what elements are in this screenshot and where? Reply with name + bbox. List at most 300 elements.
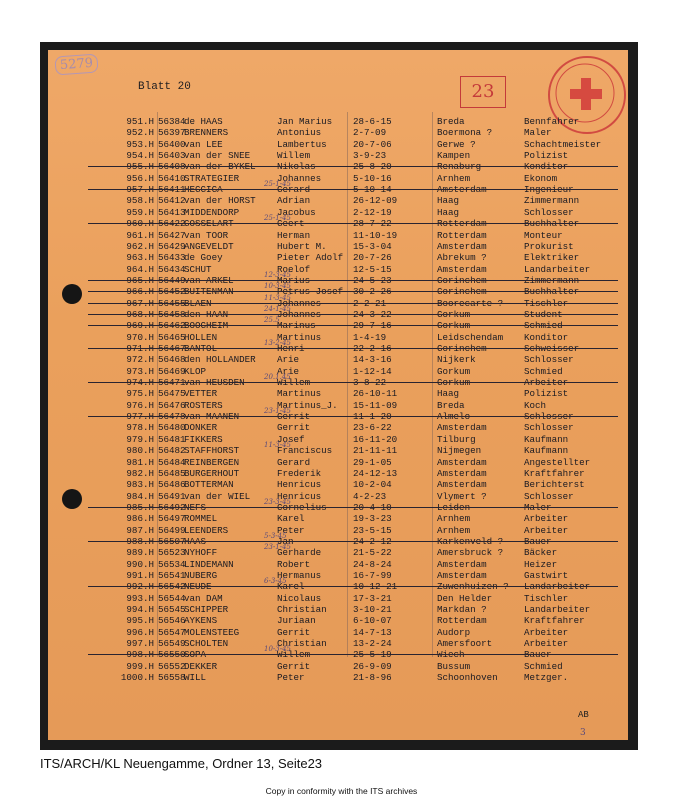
cell-occ: Angestellter (524, 456, 591, 468)
cell-given: Hubert M. (277, 240, 327, 252)
cell-num: 56403 (158, 150, 186, 162)
cell-dob: 15-11-09 (353, 399, 398, 411)
cell-city: Renaburg (437, 161, 482, 173)
cell-given: Pieter Adolf (277, 252, 344, 264)
cell-city: Amsterdam (437, 184, 487, 196)
cell-surname: REINBERGEN (184, 456, 240, 468)
cell-given: Antonius (277, 127, 322, 139)
cell-given: Jan Marius (277, 116, 333, 127)
handwritten-note: 23-3-45 (264, 497, 291, 506)
cell-city: Gorinchem (437, 343, 487, 354)
cell-surname: den HOLLANDER (184, 354, 256, 366)
cell-given: Cornelius (277, 501, 327, 513)
cell-city: Amsterdam (437, 570, 487, 581)
cell-surname: MIDDENDORP (184, 206, 240, 218)
cell-num: 56499 (158, 524, 186, 536)
cell-seq: 983.H (126, 479, 154, 491)
cell-num: 56449 (158, 274, 186, 286)
cell-given: Karel (277, 513, 305, 525)
cell-dob: 30-2-26 (353, 286, 392, 298)
cell-dob: 20-7-06 (353, 138, 392, 150)
cell-num: 56478 (158, 411, 186, 423)
cell-city: Amsterdam (437, 479, 487, 491)
handwritten-note: 23-1-45 (264, 543, 291, 552)
cell-surname: DEKKER (184, 660, 218, 672)
cell-num: 56465 (158, 331, 186, 343)
cell-given: Gerharde (277, 547, 322, 559)
cell-dob: 21-5-22 (353, 547, 392, 559)
cell-surname: HOLLEN (184, 331, 218, 343)
cell-num: 56462 (158, 320, 186, 332)
cell-surname: NYHOFF (184, 547, 218, 559)
cell-num: 56408 (158, 161, 186, 173)
cell-surname: HEGGIGA (184, 184, 223, 196)
cell-dob: 26-9-09 (353, 660, 392, 672)
cell-dob: 28-7-22 (353, 218, 392, 230)
cell-occ: Zimmermann (524, 195, 580, 207)
cell-occ: Heizer (524, 558, 558, 570)
cell-dob: 26-12-09 (353, 195, 398, 207)
cell-occ: Bauer (524, 535, 552, 547)
cell-city: Boorecarte ? (437, 297, 504, 309)
cell-city: Rotterdam (437, 615, 487, 627)
cell-given: Gerrit (277, 422, 311, 434)
cell-num: 56413 (158, 206, 186, 218)
cell-given: Martinus_J. (277, 399, 338, 411)
cell-dob: 17-3-21 (353, 592, 392, 604)
cell-occ: Maler (524, 501, 552, 513)
cell-surname: KLOP (184, 365, 207, 377)
cell-num: 56545 (158, 604, 186, 616)
cell-city: Nijmegen (437, 445, 482, 457)
cell-dob: 24-3-22 (353, 308, 392, 320)
cell-dob: 21-8-96 (353, 672, 392, 684)
cell-occ: Ekonom (524, 172, 558, 184)
cell-seq: 998.H (126, 649, 154, 661)
cell-occ: Kaufmann (524, 445, 569, 457)
cell-dob: 24-8-24 (353, 558, 392, 570)
cell-city: Wiech (437, 649, 465, 661)
corner-mark: 3 (580, 728, 586, 738)
cell-dob: 21-11-11 (353, 445, 398, 457)
cell-city: Amsterdam (437, 422, 487, 434)
cell-dob: 24-2-12 (353, 535, 392, 547)
cell-surname: BLAEN (184, 297, 212, 309)
cell-surname: SOPA (184, 649, 207, 661)
cell-given: Karel (277, 581, 305, 593)
cell-dob: 1-12-14 (353, 365, 392, 377)
cell-dob: 13-2-24 (353, 638, 392, 650)
cell-seq: 992.H (126, 581, 154, 593)
cell-seq: 966.H (126, 286, 154, 298)
cell-num: 56558 (158, 672, 186, 684)
cell-surname: van der SNEE (184, 150, 251, 162)
archive-caption: ITS/ARCH/KL Neuengamme, Ordner 13, Seite23 (40, 756, 323, 771)
cell-given: Martinus (277, 331, 322, 343)
cell-occ: Schmied (524, 660, 563, 672)
cell-given: Johannes (277, 172, 322, 184)
cell-surname: HAAS (184, 535, 207, 547)
handwritten-note: 11-3-45 (264, 293, 291, 302)
cell-num: 56491 (158, 490, 186, 502)
cell-given: Marius (277, 274, 311, 286)
cell-dob: 29-7-16 (353, 320, 392, 332)
cell-dob: 3-9-23 (353, 150, 387, 162)
reference-mark: 5279 (54, 54, 98, 76)
cell-surname: BOOGHEIM (184, 320, 229, 332)
cell-surname: van LEE (184, 138, 223, 150)
cell-city: Karkenveld ? (437, 535, 504, 547)
cell-occ: Bennfahrer (524, 116, 580, 127)
cell-num: 56507 (158, 535, 186, 547)
cell-surname: BANTOL (184, 343, 218, 354)
cell-num: 56550 (158, 649, 186, 661)
cell-dob: 26-10-11 (353, 388, 398, 400)
cell-dob: 16-7-99 (353, 570, 392, 581)
initials: AB (578, 710, 589, 720)
cell-dob: 2-2-21 (353, 297, 387, 309)
cell-seq: 1000.H (120, 672, 154, 684)
cell-occ: Buchhalter (524, 286, 580, 298)
cell-given: Martinus (277, 388, 322, 400)
cell-occ: Schmied (524, 365, 563, 377)
cell-city: Vlymert ? (437, 490, 487, 502)
cell-city: Breda (437, 399, 465, 411)
cell-seq: 999.H (126, 660, 154, 672)
cell-city: Breda (437, 116, 465, 127)
handwritten-note: 24-1-45 (264, 304, 291, 313)
cell-num: 56546 (158, 615, 186, 627)
cell-occ: Schlosser (524, 354, 574, 366)
cell-num: 56482 (158, 445, 186, 457)
cell-occ: Kraftfahrer (524, 615, 585, 627)
cell-seq: 987.H (126, 524, 154, 536)
cell-city: Kampen (437, 150, 471, 162)
cell-surname: NEFS (184, 501, 207, 513)
cell-seq: 956.H (126, 172, 154, 184)
cell-surname: WILL (184, 672, 207, 684)
cell-dob: 15-3-04 (353, 240, 392, 252)
cell-city: Amsterdam (437, 456, 487, 468)
cell-dob: 3-8-22 (353, 377, 387, 389)
cell-surname: van HEUSDEN (184, 377, 245, 389)
cell-given: Geert (277, 218, 305, 230)
cell-seq: 982.H (126, 467, 154, 479)
cell-occ: Schachtmeister (524, 138, 602, 150)
cell-given: Willem (277, 649, 311, 661)
cell-given: Franciscus (277, 445, 333, 457)
cell-given: Arie (277, 365, 300, 377)
cell-seq: 996.H (126, 626, 154, 638)
cross-horizontal (570, 89, 602, 99)
page-number-box: 23 (460, 76, 506, 108)
cell-surname: van TOOR (184, 229, 229, 241)
cell-num: 56434 (158, 263, 186, 275)
cell-dob: 2-7-09 (353, 127, 387, 139)
cell-occ: Arbeiter (524, 513, 569, 525)
cell-num: 56467 (158, 343, 186, 354)
cell-seq: 968.H (126, 308, 154, 320)
cell-city: Abrekum ? (437, 252, 487, 264)
cell-city: Amsterdam (437, 240, 487, 252)
cell-seq: 965.H (126, 274, 154, 286)
cell-city: Haag (437, 206, 460, 218)
cell-num: 56397 (158, 127, 186, 139)
cell-given: Nikolas (277, 161, 316, 173)
cell-occ: Landarbeiter (524, 604, 591, 616)
cell-city: Amsterdam (437, 263, 487, 275)
cell-given: Gerrit (277, 411, 311, 423)
cell-occ: Student (524, 308, 563, 320)
cell-dob: 11-1-20 (353, 411, 392, 423)
cell-city: Schoonhoven (437, 672, 498, 684)
cell-dob: 24-12-13 (353, 467, 398, 479)
cell-seq: 985.H (126, 501, 154, 513)
cell-surname: SCHOLTEN (184, 638, 229, 650)
cell-occ: Bäcker (524, 547, 558, 559)
cell-seq: 978.H (126, 422, 154, 434)
cell-dob: 22-2-16 (353, 343, 392, 354)
cell-occ: Konditor (524, 331, 569, 343)
cell-given: Herman (277, 229, 311, 241)
cell-city: Rotterdam (437, 218, 487, 230)
cell-dob: 10-2-04 (353, 479, 392, 491)
cell-city: Den Helder (437, 592, 493, 604)
cell-occ: Arbeiter (524, 626, 569, 638)
cell-given: Peter (277, 524, 305, 536)
cell-occ: Polizist (524, 150, 569, 162)
cell-num: 56541 (158, 570, 186, 581)
cell-given: Marinus (277, 320, 316, 332)
cell-given: Petrus Josef (277, 286, 344, 298)
cell-surname: DONKER (184, 422, 218, 434)
cell-city: Rotterdam (437, 229, 487, 241)
cell-occ: Kraftfahrer (524, 467, 585, 479)
cell-given: Nicolaus (277, 592, 322, 604)
cell-surname: BRENNERS (184, 127, 229, 139)
cell-occ: Metzger. (524, 672, 569, 684)
cell-num: 56480 (158, 422, 186, 434)
cell-occ: Ingenieur (524, 184, 574, 196)
cell-seq: 974.H (126, 377, 154, 389)
cell-dob: 5-10-14 (353, 184, 392, 196)
cell-surname: SCHIPPER (184, 604, 229, 616)
cell-occ: Koch (524, 399, 547, 411)
cell-given: Johannes (277, 297, 322, 309)
cell-surname: van der HORST (184, 195, 256, 207)
cell-num: 56384 (158, 116, 186, 127)
sheet-label: Blatt 20 (138, 81, 191, 93)
cell-given: Gerard (277, 184, 311, 196)
cell-num: 56475 (158, 388, 186, 400)
cell-seq: 994.H (126, 604, 154, 616)
cell-occ: Gastwirt (524, 570, 569, 581)
cell-seq: 977.H (126, 411, 154, 423)
cell-num: 56422 (158, 218, 186, 230)
cell-seq: 961.H (126, 229, 154, 241)
cell-given: Willem (277, 150, 311, 162)
cell-city: Markdan ? (437, 604, 487, 616)
cell-occ: Polizist (524, 388, 569, 400)
cell-given: Gerard (277, 456, 311, 468)
cell-seq: 972.H (126, 354, 154, 366)
cell-dob: 14-3-16 (353, 354, 392, 366)
cell-num: 56411 (158, 184, 186, 196)
cell-surname: LINDEMANN (184, 558, 234, 570)
cell-given: Christian (277, 638, 327, 650)
cell-seq: 952.H (126, 127, 154, 139)
cell-seq: 991.H (126, 570, 154, 581)
cell-seq: 988.H (126, 535, 154, 547)
cell-surname: van der WIEL (184, 490, 251, 502)
cell-surname: ROSTERS (184, 399, 223, 411)
cell-given: Juriaan (277, 615, 316, 627)
cell-num: 56547 (158, 626, 186, 638)
handwritten-note: 25-1-45 (264, 214, 291, 223)
copy-footer: Copy in conformity with the ITS archives (265, 786, 418, 796)
cell-seq: 967.H (126, 297, 154, 309)
cell-city: Haag (437, 195, 460, 207)
cell-city: Nijkerk (437, 354, 476, 366)
cell-given: Gerrit (277, 660, 311, 672)
cell-surname: BUITENMAN (184, 286, 234, 298)
cell-given: Lambertus (277, 138, 327, 150)
cell-given: Gerrit (277, 626, 311, 638)
cell-seq: 954.H (126, 150, 154, 162)
cell-given: Arie (277, 354, 300, 366)
cell-occ: Kaufmann (524, 433, 569, 445)
cell-num: 56486 (158, 479, 186, 491)
cell-surname: GOSSELART (184, 218, 234, 230)
cell-seq: 973.H (126, 365, 154, 377)
cell-city: Amsterdam (437, 467, 487, 479)
cell-surname: VETTER (184, 388, 218, 400)
cell-occ: Bauer (524, 649, 552, 661)
cell-given: Henri (277, 343, 305, 354)
punch-hole (62, 489, 82, 509)
cell-surname: den HAAN (184, 308, 229, 320)
cell-num: 56534 (158, 558, 186, 570)
cell-surname: FIKKERS (184, 433, 223, 445)
cell-dob: 1-4-19 (353, 331, 387, 343)
cell-dob: 3-10-21 (353, 604, 392, 616)
cell-num: 56469 (158, 365, 186, 377)
cell-dob: 4-2-23 (353, 490, 387, 502)
handwritten-note: 25-1-45 (264, 180, 291, 189)
cell-num: 56481 (158, 433, 186, 445)
cell-seq: 964.H (126, 263, 154, 275)
cell-occ: Arbeiter (524, 524, 569, 536)
cell-city: Gorkum (437, 320, 471, 332)
cell-num: 56471 (158, 377, 186, 389)
cell-city: Leidschendam (437, 331, 504, 343)
cell-dob: 2-12-19 (353, 206, 392, 218)
cell-seq: 997.H (126, 638, 154, 650)
cell-city: Leiden (437, 501, 471, 513)
cell-dob: 24-5-23 (353, 274, 392, 286)
cell-num: 56410 (158, 172, 186, 184)
cell-dob: 14-7-13 (353, 626, 392, 638)
cell-occ: Schlosser (524, 422, 574, 434)
cell-dob: 25-5-19 (353, 649, 392, 661)
cell-surname: NEUDE (184, 581, 212, 593)
cell-city: Boermona ? (437, 127, 493, 139)
cell-seq: 953.H (126, 138, 154, 150)
cell-seq: 960.H (126, 218, 154, 230)
handwritten-note: 12-3-45 (264, 270, 291, 279)
cell-dob: 23-5-15 (353, 524, 392, 536)
handwritten-note: 13-2-45 (264, 339, 291, 347)
cell-given: Peter (277, 672, 305, 684)
handwritten-note: 23-1-45 (264, 407, 291, 416)
cell-occ: Arbeiter (524, 377, 569, 389)
cell-given: Robert (277, 558, 311, 570)
cell-seq: 955.H (126, 161, 154, 173)
cell-city: Arnhem (437, 513, 471, 525)
cell-surname: BURGERHOUT (184, 467, 240, 479)
handwritten-note: 25.5 (264, 316, 280, 325)
cell-given: Roelof (277, 263, 311, 275)
cell-city: Arnhem (437, 524, 471, 536)
cell-num: 56544 (158, 592, 186, 604)
handwritten-note: 10-3-45 (264, 645, 291, 654)
cell-dob: 19-3-23 (353, 513, 392, 525)
cell-city: Arnhem (437, 172, 471, 184)
cell-num: 56497 (158, 513, 186, 525)
cell-seq: 979.H (126, 433, 154, 445)
cell-num: 56549 (158, 638, 186, 650)
cell-given: Adrian (277, 195, 311, 207)
cell-num: 56433 (158, 252, 186, 264)
cell-seq: 951.H (126, 116, 154, 127)
cell-given: Henricus (277, 479, 322, 491)
cell-seq: 958.H (126, 195, 154, 207)
cell-surname: van MAANEN (184, 411, 240, 423)
cell-city: Haag (437, 388, 460, 400)
handwritten-note: 10-3-45 (264, 282, 291, 291)
cell-occ: Landarbeiter (524, 581, 591, 593)
cell-occ: Konditor (524, 161, 569, 173)
cell-given: Willem (277, 377, 311, 389)
cell-occ: Buchhalter (524, 218, 580, 230)
cell-seq: 984.H (126, 490, 154, 502)
cell-seq: 995.H (126, 615, 154, 627)
cell-given: Jacobus (277, 206, 316, 218)
cell-dob: 16-11-20 (353, 433, 398, 445)
cell-num: 56552 (158, 660, 186, 672)
cell-occ: Zimmermann (524, 274, 580, 286)
cell-dob: 20-4-10 (353, 501, 392, 513)
cell-occ: Elektriker (524, 252, 580, 264)
cell-seq: 975.H (126, 388, 154, 400)
cell-occ: Arbeiter (524, 638, 569, 650)
handwritten-note: 6-3-45 (264, 577, 287, 586)
cell-num: 56455 (158, 297, 186, 309)
cell-num: 56485 (158, 467, 186, 479)
cell-occ: Tischler (524, 592, 569, 604)
cell-dob: 5-10-16 (353, 172, 392, 184)
handwritten-note: 20.1.45 (264, 373, 291, 382)
cell-dob: 10-12-21 (353, 581, 398, 593)
cell-surname: van ARKEL (184, 274, 234, 286)
cell-seq: 962.H (126, 240, 154, 252)
cell-city: Zuwenhuizen ? (437, 581, 509, 593)
cell-num: 56400 (158, 138, 186, 150)
cell-city: Gorkum (437, 377, 471, 389)
cell-city: Gorkum (437, 365, 471, 377)
cell-seq: 957.H (126, 184, 154, 196)
cell-surname: STAFFHORST (184, 445, 240, 457)
